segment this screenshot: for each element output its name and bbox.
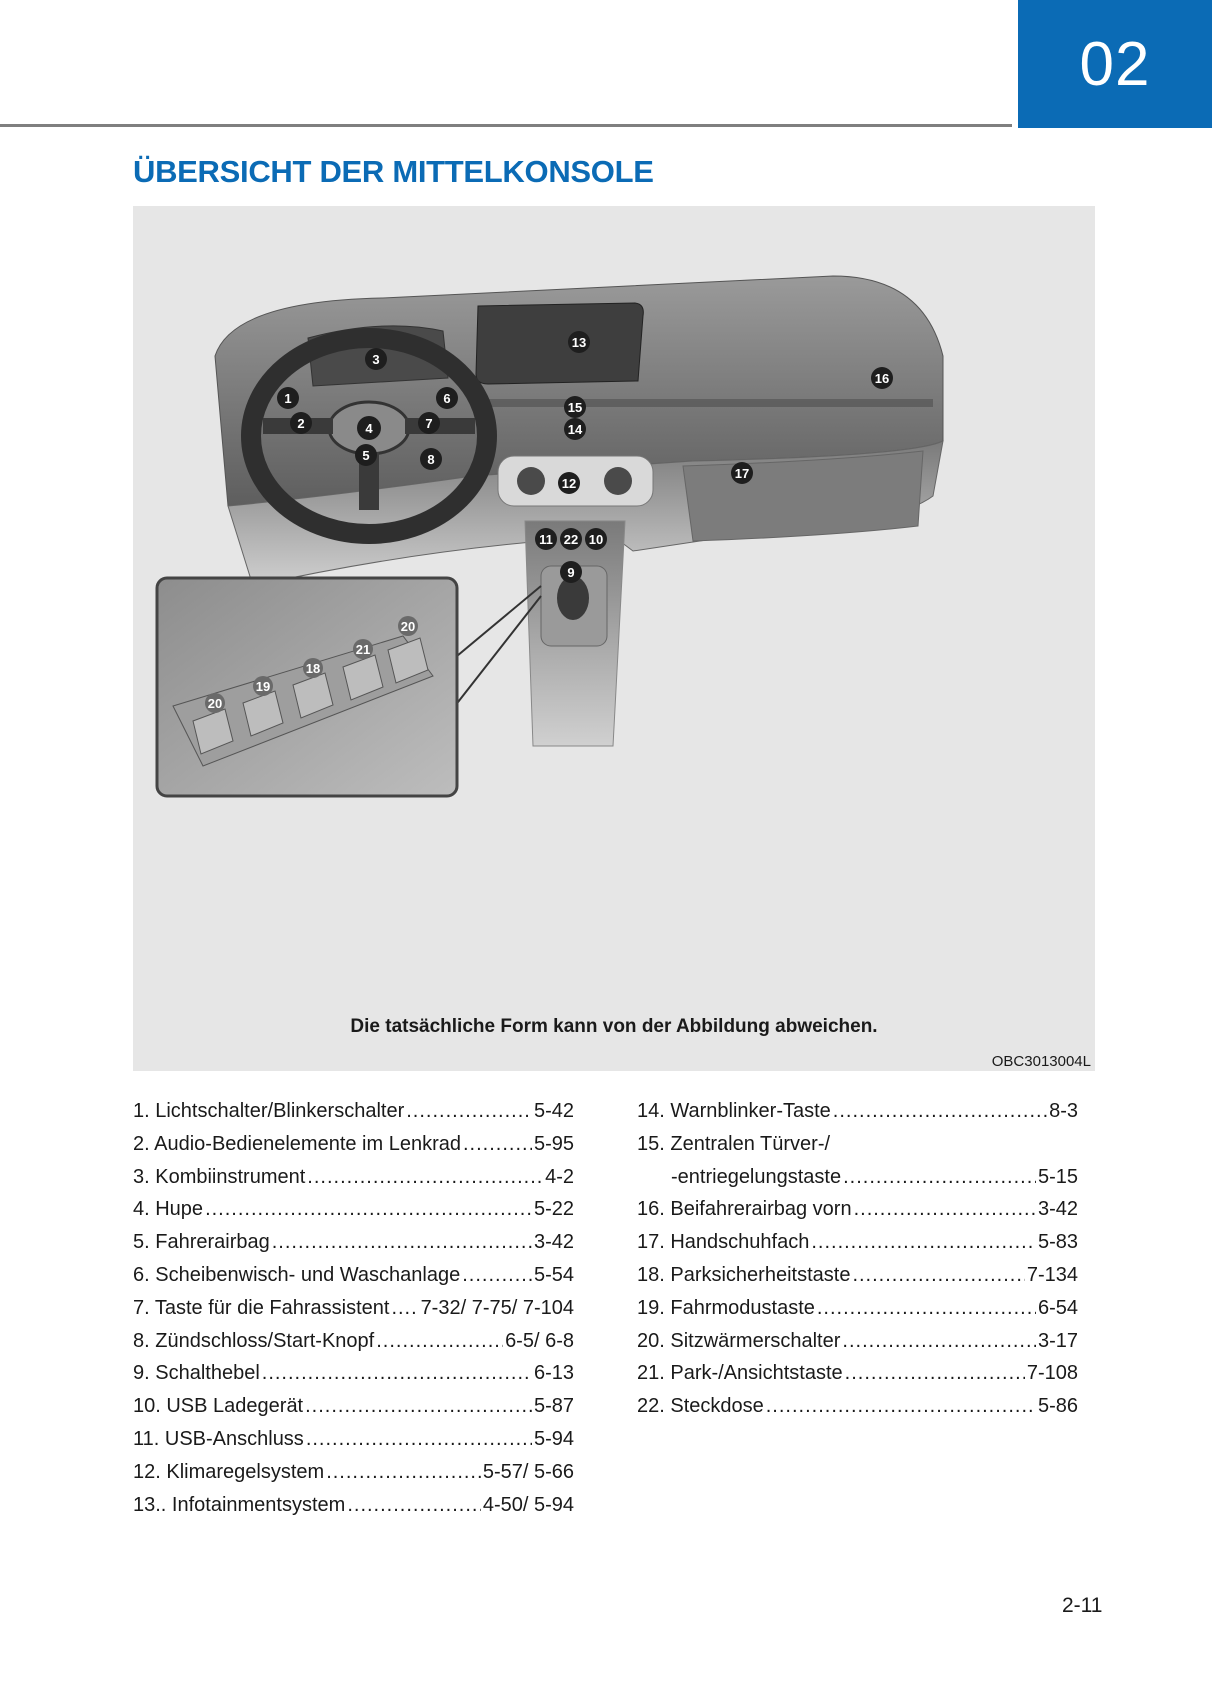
legend-item: 10. USB Ladegerät ..... 5-87 — [133, 1390, 574, 1423]
callout-16 — [871, 367, 893, 389]
figure-code: OBC3013004L — [991, 1053, 1091, 1070]
figure-caption: Die tatsächliche Form kann von der Abbildung abweichen. — [350, 1016, 878, 1037]
svg-text:14: 14 — [567, 422, 583, 437]
svg-text:18: 18 — [305, 661, 321, 676]
svg-text:19: 19 — [255, 679, 271, 694]
callout-6 — [436, 387, 458, 409]
legend-left-column — [133, 1095, 574, 1521]
legend-item: 14. Warnblinker-Taste ..... 8-3 — [637, 1095, 1078, 1128]
vent-strip — [483, 399, 933, 407]
callout-14 — [564, 418, 586, 440]
dashboard-figure — [133, 206, 1095, 1071]
steering-spoke-right — [405, 418, 475, 434]
inset-callout-20a — [205, 693, 225, 713]
callout-10 — [585, 528, 607, 550]
callout-7 — [418, 412, 440, 434]
svg-text:9: 9 — [567, 565, 575, 580]
legend-item-continued: -entriegelungstaste ..... 5-15 — [637, 1161, 1078, 1194]
legend-item: 4. Hupe ..... 5-22 — [133, 1193, 574, 1226]
callout-12 — [558, 472, 580, 494]
header-rule — [0, 124, 1012, 127]
chapter-number: 02 — [1079, 29, 1151, 99]
legend-item: 7. Taste für die Fahrassistent ..... 7-32/ 7-75/ 7-104 — [133, 1292, 574, 1325]
legend-item: 2. Audio-Bedienelemente im Lenkrad ..... 5-95 — [133, 1128, 574, 1161]
svg-text:5: 5 — [362, 448, 370, 463]
callout-15 — [564, 396, 586, 418]
svg-text:10: 10 — [588, 532, 604, 547]
legend-item: 16. Beifahrerairbag vorn ..... 3-42 — [637, 1193, 1078, 1226]
svg-text:13: 13 — [571, 335, 587, 350]
legend-item: 1. Lichtschalter/Blinkerschalter ..... 5-42 — [133, 1095, 574, 1128]
climate-knob-left — [517, 467, 545, 495]
chapter-tab — [1018, 0, 1212, 128]
svg-text:21: 21 — [355, 642, 371, 657]
svg-text:15: 15 — [567, 400, 583, 415]
legend-item: 19. Fahrmodustaste ..... 6-54 — [637, 1292, 1078, 1325]
inset-callout-21 — [353, 639, 373, 659]
legend-item: 9. Schalthebel ..... 6-13 — [133, 1357, 574, 1390]
callout-8 — [420, 448, 442, 470]
legend-item: 3. Kombiinstrument ..... 4-2 — [133, 1161, 574, 1194]
svg-text:11: 11 — [539, 532, 553, 547]
callout-5 — [355, 444, 377, 466]
svg-text:16: 16 — [874, 371, 890, 386]
legend-item: 11. USB-Anschluss ..... 5-94 — [133, 1423, 574, 1456]
legend-item: 17. Handschuhfach ..... 5-83 — [637, 1226, 1078, 1259]
dashboard-illustration — [133, 206, 1095, 1071]
svg-text:7: 7 — [425, 416, 433, 431]
callout-1 — [277, 387, 299, 409]
legend-item: 21. Park-/Ansichtstaste ..... 7-108 — [637, 1357, 1078, 1390]
svg-text:20: 20 — [207, 696, 223, 711]
legend-item: 5. Fahrerairbag ..... 3-42 — [133, 1226, 574, 1259]
callout-17 — [731, 462, 753, 484]
inset-leader-bottom — [451, 596, 541, 711]
inset-callout-18 — [303, 658, 323, 678]
callout-4 — [357, 416, 381, 440]
callout-3 — [365, 348, 387, 370]
svg-text:1: 1 — [284, 391, 292, 406]
climate-knob-right — [604, 467, 632, 495]
callout-11 — [535, 528, 557, 550]
callout-13 — [568, 331, 590, 353]
callout-2 — [290, 412, 312, 434]
page-number: 2-11 — [1062, 1594, 1103, 1617]
legend-right-column — [637, 1095, 1078, 1423]
callout-9 — [560, 561, 582, 583]
legend-item: 8. Zündschloss/Start-Knopf ..... 6-5/ 6-8 — [133, 1325, 574, 1358]
legend-item: 12. Klimaregelsystem ..... 5-57/ 5-66 — [133, 1456, 574, 1489]
legend-item: 6. Scheibenwisch- und Waschanlage ..... 5-54 — [133, 1259, 574, 1292]
inset-leader-top — [451, 586, 541, 661]
svg-text:3: 3 — [372, 352, 380, 367]
page-title: ÜBERSICHT DER MITTELKONSOLE — [133, 154, 654, 189]
infotainment-screen — [476, 303, 643, 384]
inset-callout-19 — [253, 676, 273, 696]
legend-item: 15. Zentralen Türver-/ — [637, 1132, 831, 1155]
svg-text:6: 6 — [443, 391, 451, 406]
svg-text:22: 22 — [563, 532, 579, 547]
svg-text:12: 12 — [561, 476, 577, 491]
glovebox — [683, 451, 923, 541]
legend-item: 18. Parksicherheitstaste ..... 7-134 — [637, 1259, 1078, 1292]
svg-text:20: 20 — [400, 619, 416, 634]
svg-text:4: 4 — [365, 421, 373, 436]
inset-callout-20b — [398, 616, 418, 636]
svg-text:8: 8 — [427, 452, 435, 467]
callout-22 — [560, 528, 582, 550]
svg-text:2: 2 — [297, 416, 305, 431]
svg-text:17: 17 — [734, 466, 750, 481]
legend-item: 20. Sitzwärmerschalter ..... 3-17 — [637, 1325, 1078, 1358]
legend-item: 22. Steckdose ..... 5-86 — [637, 1390, 1078, 1423]
legend-item: 13.. Infotainmentsystem ..... 4-50/ 5-94 — [133, 1489, 574, 1522]
